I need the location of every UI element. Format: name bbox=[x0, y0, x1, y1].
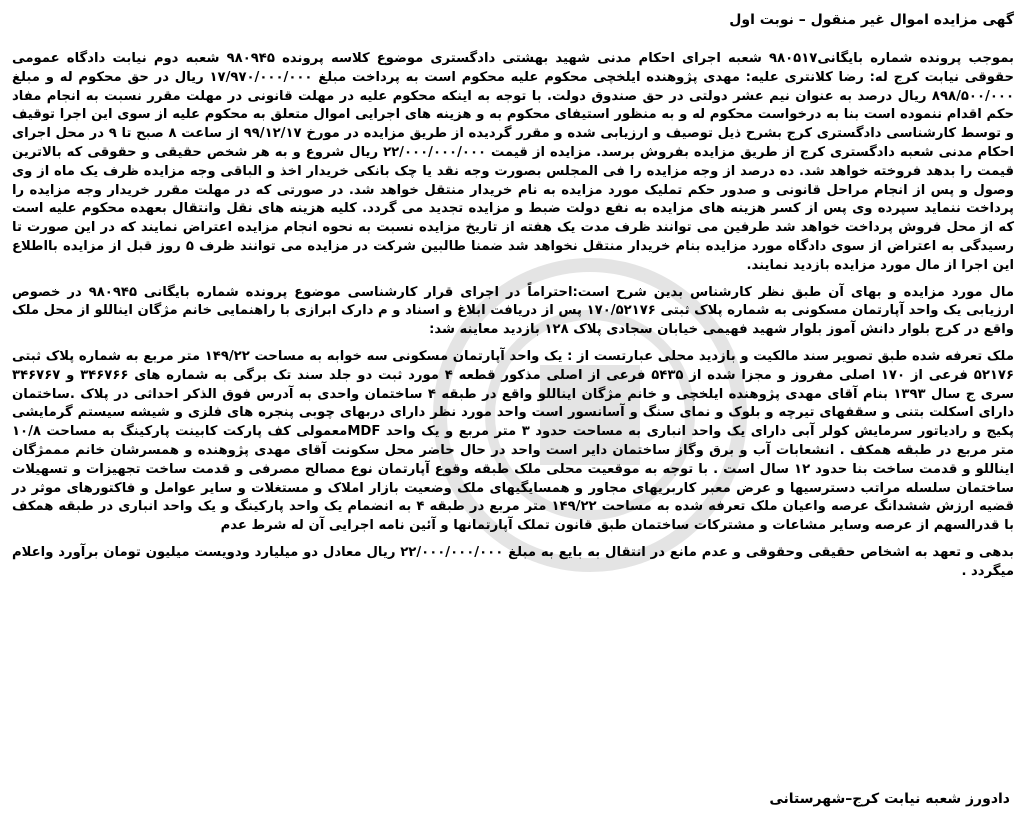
signature-line: دادورز شعبه نیابت کرج–شهرستانی bbox=[769, 791, 1010, 807]
notice-paragraph-4: بدهی و تعهد به اشخاص حقیقی وحقوقی و عدم مانع در انتقال به بایع به مبلغ ۲۲/۰۰۰/۰۰۰/۰۰۰ ریال معادل دو میلیارد ودویست میلیون تومان برآورد واعلام میگردد . bbox=[12, 544, 1014, 579]
notice-paragraph-1: بموجب پرونده شماره بایگانی۹۸۰۵۱۷ شعبه اجرای احکام مدنی شهید بهشتی دادگستری موضوع کلاسه پرونده ۹۸۰۹۴۵ شعبه دوم نیابت دادگاه عمومی حقوقی نیابت کرج له: رضا کلانتری علیه: مهدی پژوهنده ایلخچی محکوم علیه محکوم است به پرداخت مبلغ ۱۷/۹۷۰/۰۰۰/۰۰۰ ریال در حق محکوم له و مبلغ ۸۹۸/۵۰۰/۰۰۰ ریال درصد به عنوان نیم عشر دولتی در حق صندوق دولت. با توجه به اینکه محکوم علیه در مهلت قانونی در مهلت مقرر نسبت به انجام مفاد حکم اقدام ننموده است بنا به درخواست محکوم له و به منظور استیفای محکوم به و هزینه های اجرایی اموال متعلق به محکوم علیه از سوی این اجرا توقیف و توسط کارشناسی دادگستری کرج بشرح ذیل توصیف و ارزیابی شده و مقرر گردیده از طریق مزایده در مورخ ۹۹/۱۲/۱۷ از ساعت ۸ صبح تا ۹ در محل اجرای احکام مدنی شعبه دادگستری کرج از طریق مزایده بفروش برسد. مزایده از قیمت ۲۲/۰۰۰/۰۰۰/۰۰۰ ریال شروع و به هر شخص حقیقی و حقوقی که بالاترین قیمت را بدهد فروخته خواهد شد. ده درصد از وجه مزایده را فی المجلس بصورت وجه نقد یا چک بانکی خریدار اخذ و الباقی وجه مزایده ظرف یک ماه از وی وصول و پس از انجام مراحل قانونی و صدور حکم تملیک مورد مزایده به نام خریدار منتقل خواهد شد. در صورتی که در مهلت مقرر خریدار وجه مزایده را پرداخت ننماید سپرده وی پس از کسر هزینه های مزایده به نفع دولت ضبط و مزایده تجدید می گردد. کلیه هزینه های نقل وانتقال بعهده محکوم علیه است که از محل فروش پرداخت خواهد شد طرفین می توانند ظرف مدت یک هفته از تاریخ مزایده نسبت به نحوه انجام مزایده اعتراض نمایند که در این صورت تا رسیدگی به اعتراض از سوی دادگاه مورد مزایده بنام خریدار منتقل نخواهد شد ضمنا طالبین شرکت در مزایده می توانند ظرف ۵ روز قبل از مزایده بااطلاع این اجرا از مال مورد مزایده بازدید نمایند. bbox=[12, 51, 1014, 273]
notice-paragraph-2: مال مورد مزایده و بهای آن طبق نظر کارشناس بدین شرح است:احتراماً در اجرای قرار کارشناسی موضوع پرونده شماره بایگانی ۹۸۰۹۴۵ در خصوص ارزیابی یک واحد آپارتمان مسکونی به شماره پلاک ثبتی ۱۷۰/۵۲۱۷۶ پس از دریافت ابلاغ و اسناد و م دارک ابرازی با راهنمایی خانم مژگان ایناللو از محل ملک واقع در کرج بلوار دانش آموز بلوار شهید فهیمی خیابان سجادی پلاک ۱۲۸ بازدید معاینه شد: bbox=[12, 284, 1014, 338]
notice-title: گهی مزایده اموال غیر منقول – نوبت اول bbox=[729, 12, 1014, 28]
notice-paragraph-3: ملک تعرفه شده طبق تصویر سند مالکیت و بازدید محلی عبارتست از : یک واحد آپارتمان مسکونی سه خوابه به مساحت ۱۴۹/۲۲ متر مربع به شماره پلاک ثبتی ۵۲۱۷۶ فرعی از ۱۷۰ اصلی مفروز و مجزا شده از ۵۴۳۵ فرعی از اصلی مذکور قطعه ۴ مورد ثبت دو جلد سند تک برگی به شماره های ۳۴۶۷۶۶ و ۳۴۶۷۶۷ سری ج سال ۱۳۹۳ بنام آقای مهدی پژوهنده ایلخچی و خانم مژگان ایناللو واقع در طبقه ۴ ساختمان واحدی به آدرس فوق الذکر احداثی در پلاک .ساختمان دارای اسکلت بتنی و سقفهای تیرچه و بلوک و نمای سنگ و آسانسور است واحد مورد نظر دارای دربهای چوبی پنجره های فلزی و شیشه سیستم گرمایشی پکیج و رادیاتور سرمایش کولر آبی دارای یک واحد انباری به مساحت حدود ۳ متر مربع و یک واحد MDFمعمولی کف پارکت کابینت پارکینگ به مساحت ۱۰/۸ متر مربع در طبقه همکف . انشعابات آب و برق وگاز ساختمان دایر است واحد در حال حاضر محل سکونت آقای مهدی پژوهنده و همسرشان خانم مممژگان ایناللو و قدمت ساخت بنا حدود ۱۲ سال است . با توجه به موقعیت محلی ملک طبقه وقوع آپارتمان نوع مصالح مصرفی و قدمت ساخت تجهیزات و تسهیلات ساختمان سلسله مراتب دسترسیها و عرض معبر کاربریهای مجاور و همسایگیهای ملک وضعیت بازار املاک و مستغلات و سایر عوامل و فاکتورهای موثر در قضیه ارزش ششدانگ عرصه واعیان ملک تعرفه شده به مساحت ۱۴۹/۲۲ متر مربع در طبقه ۴ به انضمام یک واحد پارکینگ و یک واحد انباری در طبقه همکف با قدرالسهم از عرصه وسایر مشاعات و مشترکات ساختمان طبق قانون تملک آپارتمانها و آئین نامه اجرایی آن له شرط عدم bbox=[12, 348, 1015, 534]
